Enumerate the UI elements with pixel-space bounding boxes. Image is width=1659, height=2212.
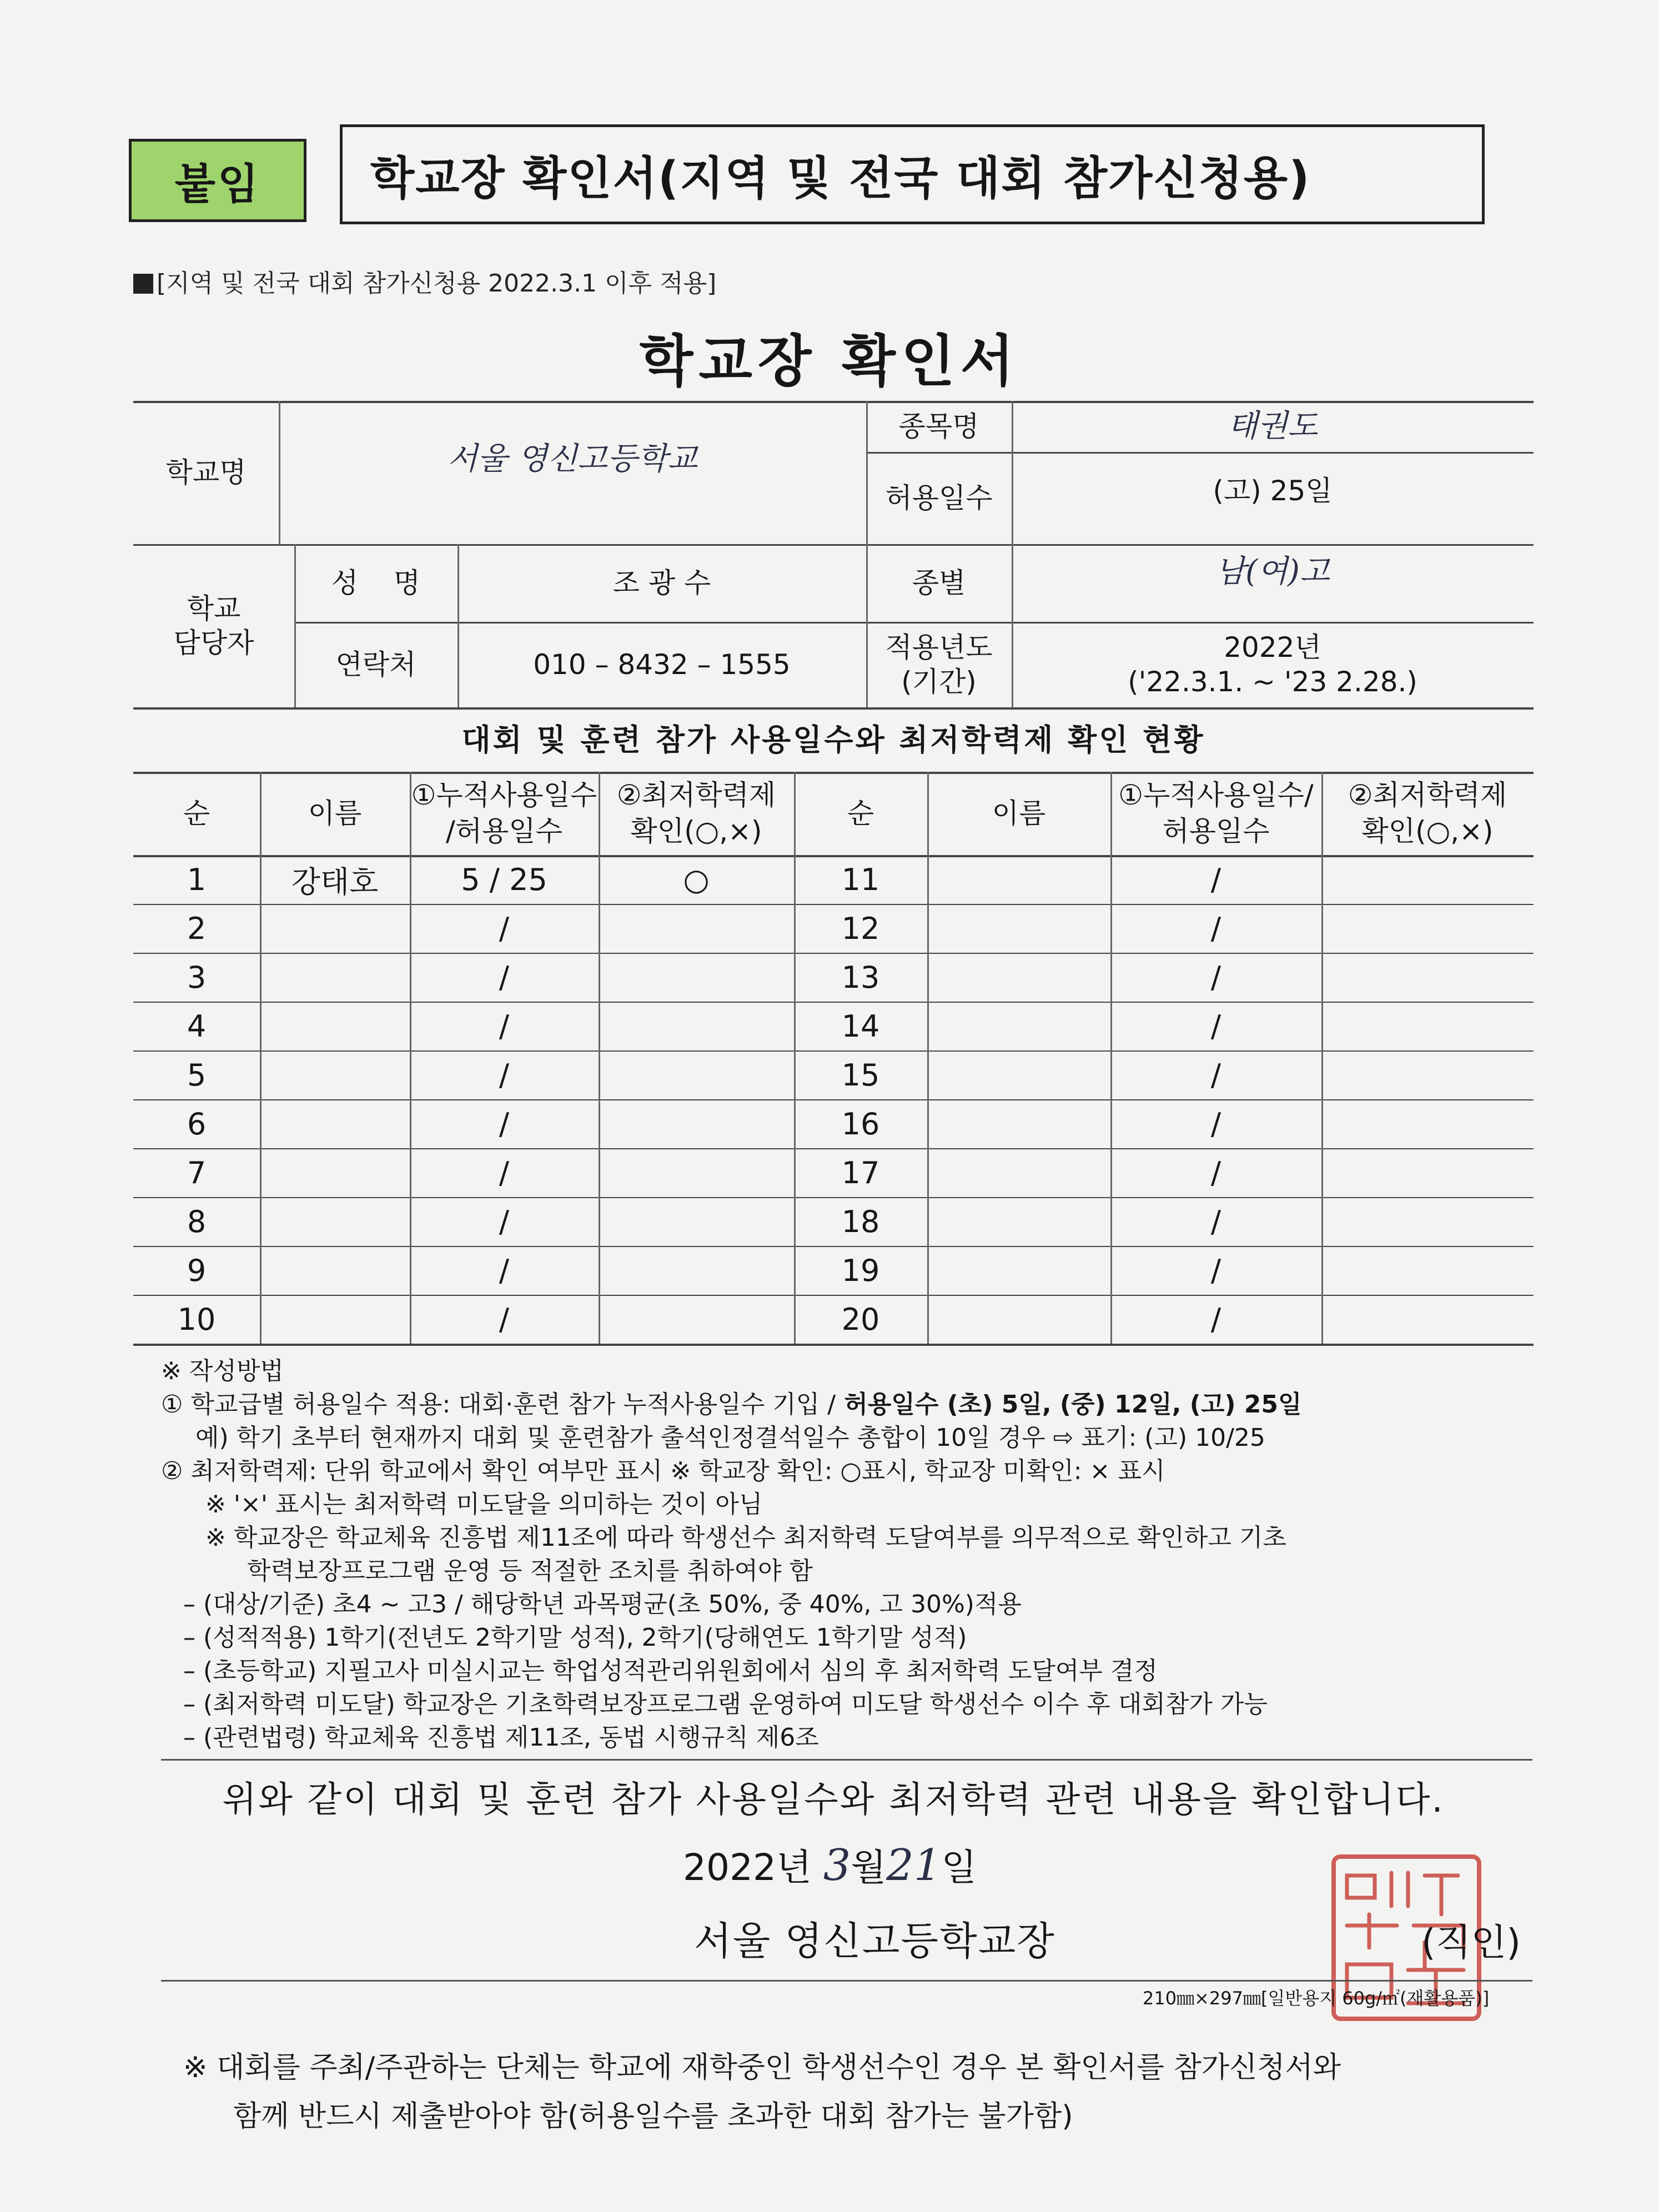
manager-name-label: 성 명 [331, 566, 421, 599]
confirmation-statement: 위와 같이 대회 및 훈련 참가 사용일수와 최저학력 관련 내용을 확인합니다. [222, 1779, 1445, 1821]
gender-label: 종별 [912, 566, 966, 599]
table-cell-days: / [1210, 959, 1221, 995]
table-cell-name [260, 1197, 410, 1246]
table-cell-no: 1 [187, 862, 207, 897]
table-cell-days: / [499, 1204, 510, 1239]
sport-value: 태권도 [1227, 408, 1318, 444]
table-cell-name [927, 1246, 1110, 1295]
instruction-note-law-cont: 학력보장프로그램 운영 등 적절한 조치를 취하여야 함 [247, 1557, 813, 1585]
table-cell-check [599, 904, 794, 953]
table-cell-days: / [499, 1301, 510, 1337]
school-name-label: 학교명 [165, 456, 247, 489]
table-cell-name [927, 953, 1110, 1002]
table-cell-no: 6 [187, 1106, 207, 1142]
table-cell-check [1321, 1148, 1534, 1197]
table-cell-check [599, 1295, 794, 1344]
manager-label: 학교 담당자 [173, 592, 254, 659]
table-cell-name: 강태호 [291, 864, 379, 899]
table-cell-name [260, 1246, 410, 1295]
instruction-1a: ① 학교급별 허용일수 적용: 대회·훈련 참가 누적사용일수 기입 / [161, 1390, 836, 1419]
footer-note [183, 2043, 1341, 2141]
instruction-elementary: – (초등학교) 지필고사 미실시교는 학업성적관리위원회에서 심의 후 최저학력 도달여부 결정 [183, 1657, 1158, 1685]
applicability-note [133, 263, 716, 299]
col-check: ②최저학력제 확인(○,×) [616, 779, 776, 847]
col-days-2: ①누적사용일수/ 허용일수 [1118, 779, 1314, 847]
instruction-example: 예) 학기 초부터 현재까지 대회 및 훈련참가 출석인정결석일수 총합이 10일 경우 ⇨ 표기: (고) 10/25 [195, 1424, 1265, 1452]
allowed-days-label: 허용일수 [885, 481, 993, 514]
table-cell-check [1321, 1099, 1534, 1148]
principal-title: 서울 영신고등학교장 [694, 1918, 1055, 1964]
table-cell-days: / [1210, 1057, 1221, 1093]
table-cell-check [1321, 855, 1534, 904]
allowed-days-value: (고) 25일 [1213, 474, 1333, 507]
instructions [161, 1355, 1532, 1754]
attach-label: 붙임 [129, 139, 306, 222]
table-cell-no: 18 [841, 1204, 880, 1239]
table-cell-check [1321, 1246, 1534, 1295]
table-cell-no: 11 [841, 862, 880, 897]
table-cell-days: 5 / 25 [461, 862, 547, 897]
table-cell-check: ○ [683, 862, 710, 897]
applicability-note-text: [지역 및 전국 대회 참가신청용 2022.3.1 이후 적용] [157, 269, 717, 298]
period-year: 2022년 [1224, 631, 1321, 663]
table-cell-check [599, 1002, 794, 1050]
table-cell-name [260, 904, 410, 953]
date-day-unit: 일 [941, 1846, 977, 1889]
table-cell-no: 5 [187, 1057, 207, 1093]
table-cell-name [927, 855, 1110, 904]
table-cell-days: / [499, 959, 510, 995]
table-cell-no: 7 [187, 1155, 207, 1190]
instructions-heading: ※ 작성방법 [161, 1357, 284, 1385]
table-cell-name [927, 904, 1110, 953]
black-square-icon [133, 274, 153, 294]
table-cell-no: 17 [841, 1155, 880, 1190]
table-cell-check [599, 1197, 794, 1246]
table-cell-name [927, 1197, 1110, 1246]
instruction-grades: – (성적적용) 1학기(전년도 2학기말 성적), 2학기(당해연도 1학기말 성적) [183, 1623, 967, 1652]
contact-value: 010 – 8432 – 1555 [533, 648, 791, 681]
table-cell-days: / [499, 1253, 510, 1288]
table-cell-name [260, 1295, 410, 1344]
table-cell-name [927, 1295, 1110, 1344]
period-value [1012, 622, 1534, 707]
table-cell-days: / [499, 911, 510, 946]
table-cell-check [599, 1050, 794, 1099]
table-cell-days: / [1210, 1204, 1221, 1239]
table-cell-no: 13 [841, 959, 880, 995]
gender-value: 남(여)고 [1215, 554, 1330, 590]
col-check-2: ②최저학력제 확인(○,×) [1348, 779, 1507, 847]
table-cell-check [1321, 1050, 1534, 1099]
instruction-1b: 허용일수 (초) 5일, (중) 12일, (고) 25일 [836, 1390, 1302, 1419]
table-cell-check [1321, 904, 1534, 953]
col-no: 순 [183, 797, 210, 830]
table-cell-no: 3 [187, 959, 207, 995]
table-cell-name [260, 1002, 410, 1050]
col-name: 이름 [308, 797, 362, 830]
period-range: ('22.3.1. ~ '23 2.28.) [1128, 666, 1417, 698]
table-cell-check [599, 953, 794, 1002]
table-cell-no: 19 [841, 1253, 880, 1288]
date-month: 3 [823, 1841, 851, 1891]
instruction-law: – (관련법령) 학교체육 진흥법 제11조, 동법 시행규칙 제6조 [183, 1723, 819, 1752]
footer-line-2: 함께 반드시 제출받아야 함(허용일수를 초과한 대회 참가는 불가함) [233, 2100, 1073, 2133]
table-cell-days: / [499, 1057, 510, 1093]
period-label: 적용년도 (기간) [885, 631, 993, 698]
sport-label: 종목명 [898, 410, 979, 443]
table-cell-name [927, 1148, 1110, 1197]
table-cell-check [1321, 1295, 1534, 1344]
table-cell-days: / [1210, 1301, 1221, 1337]
table-cell-days: / [1210, 911, 1221, 946]
table-cell-days: / [499, 1155, 510, 1190]
table-cell-check [1321, 1197, 1534, 1246]
document-title: 학교장 확인서 [639, 329, 1020, 394]
instruction-1 [161, 1388, 1532, 1421]
table-cell-days: / [499, 1106, 510, 1142]
table-title: 대회 및 훈련 참가 사용일수와 최저학력제 확인 현황 [461, 722, 1205, 757]
col-no-2: 순 [847, 797, 874, 830]
date-year: 2022년 [683, 1846, 812, 1889]
table-cell-no: 14 [841, 1008, 880, 1044]
info-grid [133, 401, 1534, 712]
table-cell-check [1321, 1002, 1534, 1050]
instruction-2: ② 최저학력제: 단위 학교에서 확인 여부만 표시 ※ 학교장 확인: ○표시, 학교장 미확인: × 표시 [161, 1457, 1165, 1485]
table-cell-no: 15 [841, 1057, 880, 1093]
table-cell-name [260, 1148, 410, 1197]
table-cell-no: 12 [841, 911, 880, 946]
table-cell-no: 8 [187, 1204, 207, 1239]
header-title: 학교장 확인서(지역 및 전국 대회 참가신청용) [340, 124, 1485, 224]
table-cell-days: / [1210, 862, 1221, 897]
contact-label: 연락처 [335, 648, 416, 681]
table-cell-no: 16 [841, 1106, 880, 1142]
table-cell-days: / [1210, 1155, 1221, 1190]
table-cell-check [599, 1246, 794, 1295]
paper-spec: 210㎜×297㎜[일반용지 60g/㎡(재활용품)] [1143, 1988, 1490, 2009]
table-cell-name [927, 1099, 1110, 1148]
col-name-2: 이름 [992, 797, 1046, 830]
table-cell-no: 9 [187, 1253, 207, 1288]
instruction-shortfall: – (최저학력 미도달) 학교장은 기초학력보장프로그램 운영하여 미도달 학생선수 이수 후 대회참가 가능 [183, 1690, 1268, 1718]
col-days: ①누적사용일수 /허용일수 [411, 779, 597, 847]
table-cell-days: / [1210, 1008, 1221, 1044]
table-cell-no: 10 [177, 1301, 216, 1337]
footer-line-1: ※ 대회를 주최/주관하는 단체는 학교에 재학중인 학생선수인 경우 본 확인서를 참가신청서와 [183, 2051, 1341, 2084]
table-cell-name [260, 1099, 410, 1148]
seal-label: (직인) [1421, 1921, 1521, 1964]
school-name-value: 서울 영신고등학교 [447, 441, 698, 477]
table-cell-no: 4 [187, 1008, 207, 1044]
table-cell-name [260, 953, 410, 1002]
manager-name-value: 조 광 수 [612, 566, 711, 599]
table-cell-days: / [1210, 1253, 1221, 1288]
table-cell-no: 2 [187, 911, 207, 946]
table-cell-check [1321, 953, 1534, 1002]
instruction-target: – (대상/기준) 초4 ~ 고3 / 해당학년 과목평균(초 50%, 중 40%, 고 30%)적용 [183, 1590, 1022, 1618]
table-cell-name [927, 1050, 1110, 1099]
instruction-note-x: ※ '×' 표시는 최저학력 미도달을 의미하는 것이 아님 [205, 1490, 763, 1519]
table-cell-days: / [1210, 1106, 1221, 1142]
date-month-unit: 월 [851, 1846, 887, 1889]
table-cell-no: 20 [841, 1301, 880, 1337]
table-cell-name [927, 1002, 1110, 1050]
instruction-note-law: ※ 학교장은 학교체육 진흥법 제11조에 따라 학생선수 최저학력 도달여부를 의무적으로 확인하고 기초 [205, 1524, 1286, 1552]
date-day: 21 [886, 1841, 942, 1891]
table-cell-name [260, 1050, 410, 1099]
table-cell-check [599, 1148, 794, 1197]
table-cell-days: / [499, 1008, 510, 1044]
table-cell-check [599, 1099, 794, 1148]
sign-date [683, 1838, 977, 1891]
